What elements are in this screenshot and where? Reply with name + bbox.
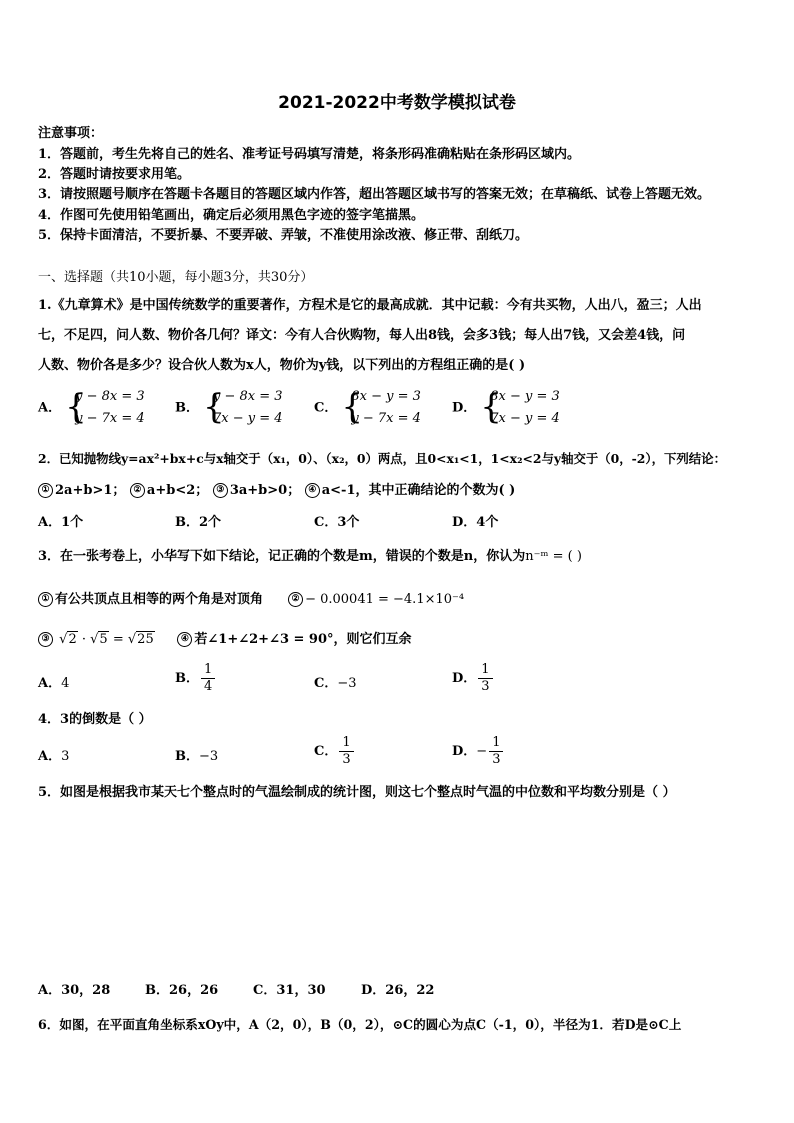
- statement: 若∠1+∠2+∠3 = 90°，则它们互余: [194, 632, 412, 647]
- denominator: 3: [342, 752, 351, 767]
- question-3-text: [38, 545, 582, 564]
- equation-row: y − 8x = 3: [213, 389, 283, 404]
- option-label: A．: [38, 676, 62, 691]
- option-label: A．: [38, 749, 62, 764]
- q2-option-a: A．1个: [38, 515, 84, 530]
- circled-number: ③: [38, 632, 53, 647]
- equation-row: y − 8x = 3: [75, 389, 145, 404]
- notice-item: 3．请按照题号顺序在答题卡各题目的答题区域内作答，超出答题区域书写的答案无效；在草稿纸、试卷上答题无效。: [38, 187, 711, 202]
- numerator: 1: [478, 662, 492, 679]
- notice-item: 5．保持卡面清洁，不要折暴、不要弄破、弄皱，不准使用涂改液、修正带、刮纸刀。: [38, 228, 529, 243]
- notice-item: 4．作图可先使用铅笔画出，确定后必须用黑色字迹的签字笔描黑。: [38, 208, 425, 223]
- q4-option-d: [452, 735, 505, 768]
- equation-row: y − 7x = 4: [351, 411, 421, 426]
- denominator: 3: [481, 679, 490, 694]
- circled-number: ②: [130, 483, 145, 498]
- option-value: −3: [337, 676, 357, 691]
- numerator: 1: [489, 735, 503, 752]
- circled-number: ②: [288, 592, 303, 607]
- sqrt-expression: √2: [59, 632, 77, 647]
- question-1-text: 1.《九章算术》是中国传统数学的重要著作，方程术是它的最高成就．其中记载：今有共买物，人出八，盈三；人出: [38, 298, 702, 313]
- notice-item: 2．答题时请按要求用笔。: [38, 167, 191, 182]
- q1-option-d: D． { 8x − y = 3 7x − y = 4: [452, 386, 560, 430]
- option-label: D．: [452, 400, 477, 416]
- equation-row: 8x − y = 3: [490, 389, 560, 404]
- statement: 2a+b>1；: [55, 483, 126, 498]
- numerator: 1: [339, 735, 353, 752]
- question-5-text: 5．如图是根据我市某天七个整点时的气温绘制成的统计图，则这七个整点时气温的中位数和平均数分别是（ ）: [38, 785, 676, 800]
- sqrt-expression: √25: [127, 632, 154, 647]
- radicand: 5: [99, 632, 108, 647]
- question-1-text: 人数、物价各是多少？设合伙人数为x人，物价为y钱，以下列出的方程组正确的是( ): [38, 358, 526, 373]
- equation-row: 7x − y = 4: [213, 411, 283, 426]
- statement: 3a+b>0；: [229, 483, 301, 498]
- fraction: [478, 662, 492, 695]
- q5-option-b: B．26，26: [145, 983, 219, 998]
- circled-number: ①: [38, 483, 53, 498]
- option-label: C．: [314, 676, 338, 691]
- equation-row: 8x − y = 3: [351, 389, 421, 404]
- fraction: [489, 735, 503, 768]
- equation-row: 7x − y = 4: [490, 411, 560, 426]
- notice-heading: 注意事项：: [38, 126, 104, 141]
- statement: − 0.00041 = −4.1×10⁻⁴: [305, 592, 465, 607]
- q1-option-c: C． { 8x − y = 3 y − 7x = 4: [314, 386, 421, 430]
- section-heading: 一、选择题（共10小题，每小题3分，共30分）: [38, 270, 314, 285]
- option-label: D．: [452, 744, 477, 759]
- q4-option-c: [314, 735, 356, 768]
- option-label: B．: [175, 671, 199, 686]
- fraction: [339, 735, 353, 768]
- q5-option-d: D．26，22: [361, 983, 435, 998]
- radicand: 2: [68, 632, 77, 647]
- option-label: D．: [452, 671, 477, 686]
- denominator: 4: [204, 679, 213, 694]
- fraction: [201, 662, 215, 695]
- q1-option-a: A． { y − 8x = 3 y − 7x = 4: [38, 386, 145, 430]
- sqrt-expression: √5: [90, 632, 108, 647]
- q3-option-b: [175, 662, 217, 695]
- circled-number: ④: [305, 483, 320, 498]
- question-2-text: 2．已知抛物线y=ax²+bx+c与x轴交于（x₁，0）、（x₂，0）两点，且0<x₁<1，1<x₂<2与y轴交于（0，-2），下列结论：: [38, 451, 726, 466]
- q4-option-a: [38, 745, 69, 764]
- numerator: 1: [201, 662, 215, 679]
- question-2-statements: [38, 479, 515, 498]
- option-label: B．: [175, 749, 199, 764]
- notice-item: 1．答题前，考生先将自己的姓名、准考证号码填写清楚，将条形码准确粘贴在条形码区域内。: [38, 147, 581, 162]
- q5-option-c: C．31，30: [253, 983, 326, 998]
- circled-number: ④: [177, 632, 192, 647]
- statement: 有公共顶点且相等的两个角是对顶角: [55, 592, 264, 607]
- question-4-text: 4．3的倒数是（ ）: [38, 712, 152, 727]
- option-label: C．: [314, 744, 338, 759]
- option-label: C．: [314, 400, 338, 416]
- question-3-stem: 3．在一张考卷上，小华写下如下结论，记正确的个数是m，错误的个数是n，你认为: [38, 549, 526, 564]
- sign: −: [476, 744, 488, 759]
- equation-row: y − 7x = 4: [75, 411, 145, 426]
- statement: a<-1，其中正确结论的个数为( ): [321, 483, 516, 498]
- q5-option-a: A．30，28: [38, 983, 111, 998]
- option-label: B．: [175, 400, 199, 416]
- q4-option-b: [175, 745, 218, 764]
- circled-number: ③: [213, 483, 228, 498]
- question-3-statements-2: ③ √2 · √5 = √25 ④ 若∠1+∠2+∠3 = 90°，则它们互余: [38, 628, 412, 647]
- circled-number: ①: [38, 592, 53, 607]
- figure-placeholder: [38, 806, 758, 972]
- q3-option-c: [314, 672, 357, 691]
- q2-option-c: C．3个: [314, 515, 360, 530]
- option-value: 3: [61, 749, 70, 764]
- q2-option-b: B．2个: [175, 515, 222, 530]
- radicand: 25: [137, 632, 154, 647]
- question-3-expression: n⁻ᵐ = ( ): [525, 549, 582, 564]
- option-label: A．: [38, 400, 62, 416]
- denominator: 3: [492, 752, 501, 767]
- page-title: 2021-2022中考数学模拟试卷: [278, 93, 516, 113]
- question-3-statements-1: [38, 588, 464, 607]
- q3-option-a: [38, 672, 69, 691]
- option-value: −3: [199, 749, 219, 764]
- option-value: 4: [61, 676, 70, 691]
- question-6-text: 6．如图，在平面直角坐标系xOy中，A（2，0），B（0，2），⊙C的圆心为点C（-1，0），半径为1．若D是⊙C上: [38, 1017, 682, 1032]
- q3-option-d: [452, 662, 495, 695]
- q2-option-d: D．4个: [452, 515, 499, 530]
- q1-option-b: B． { y − 8x = 3 7x − y = 4: [175, 386, 283, 430]
- question-1-text: 七，不足四，问人数、物价各几何？译文：今有人合伙购物，每人出8钱，会多3钱；每人出7钱，又会差4钱，问: [38, 328, 686, 343]
- statement: a+b<2；: [146, 483, 209, 498]
